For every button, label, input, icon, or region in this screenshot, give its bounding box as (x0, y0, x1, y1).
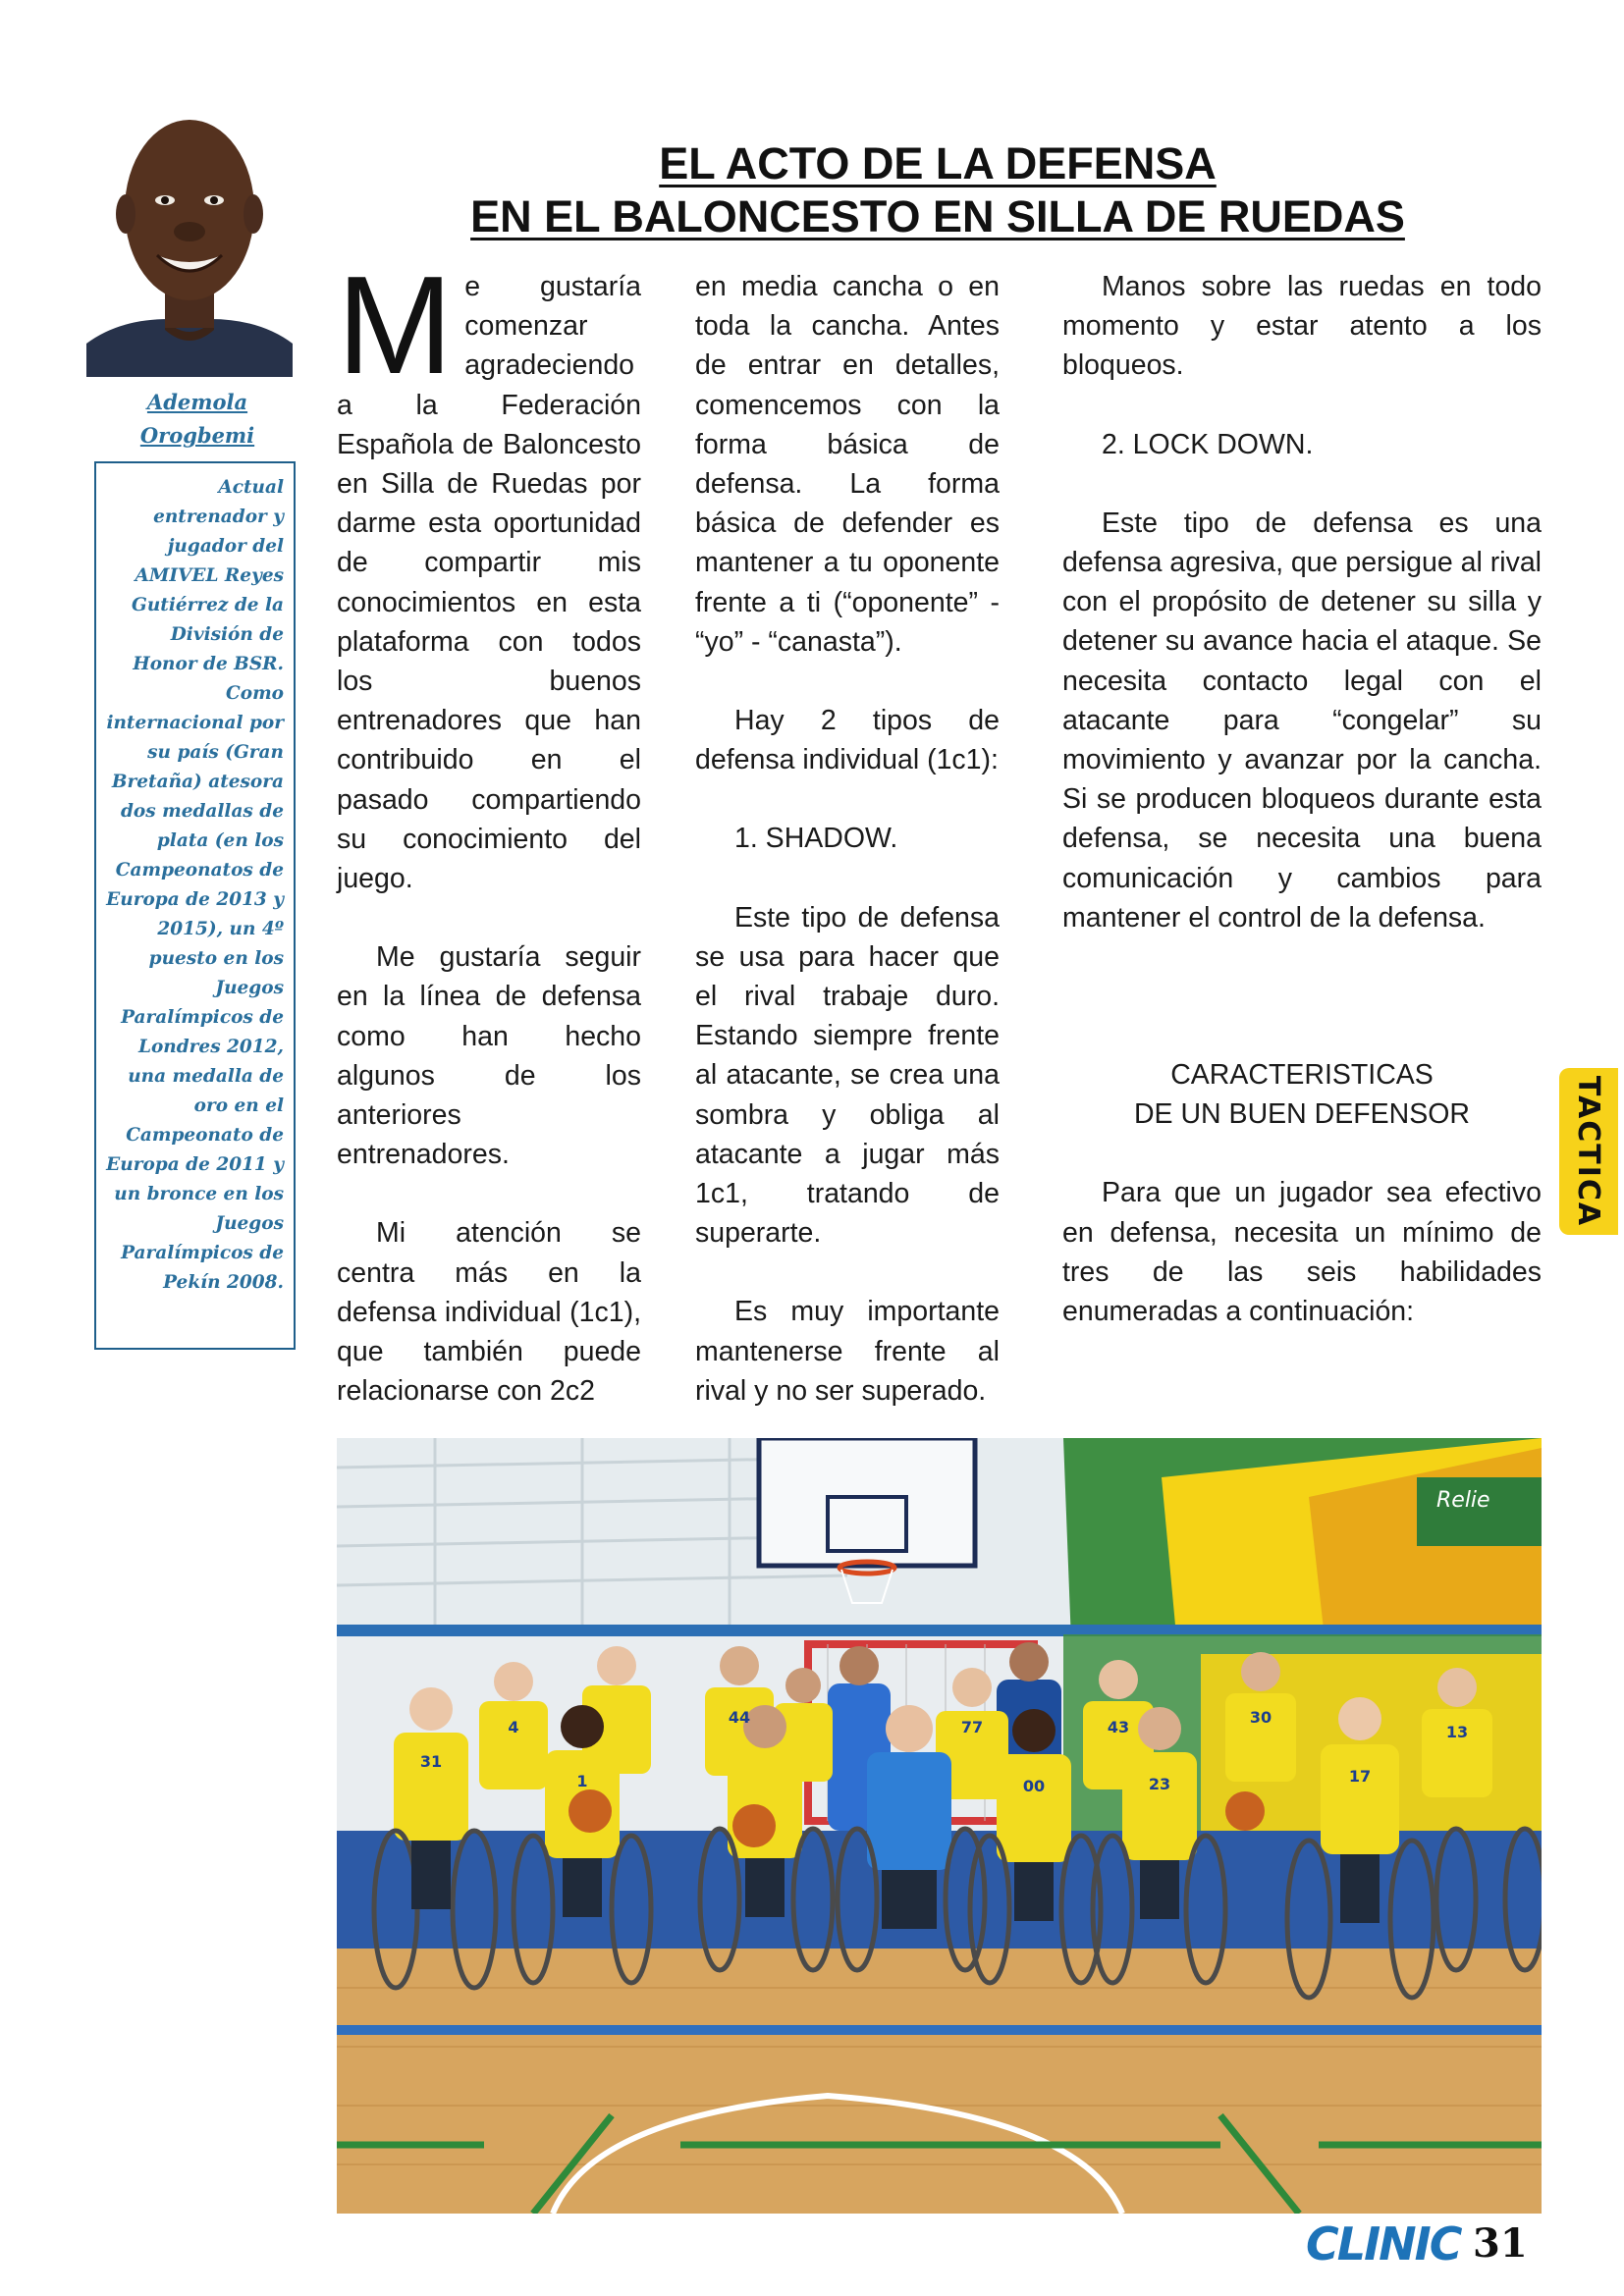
paragraph: en media cancha o en toda la cancha. Antes de entrar en detalles, comencemos con la forma básica de defensa. La forma básica de defender es mantener a tu oponente frente a ti (“oponente” - “yo” - “canasta”). (695, 271, 1000, 658)
author-name-last: Orogbemi (139, 423, 255, 448)
paragraph: Para que un jugador sea efectivo en defensa, necesita un mínimo de tres de las seis habilidades enumeradas a continuación: (1062, 1177, 1542, 1328)
article-title-line1: EL ACTO DE LA DEFENSA (659, 138, 1217, 189)
intro-paragraph (337, 247, 641, 898)
author-portrait (86, 86, 293, 377)
jersey-number: 00 (1022, 1777, 1046, 1795)
drop-cap: M (337, 247, 454, 403)
article-title (412, 137, 1463, 243)
jersey-number: 1 (576, 1772, 588, 1790)
intro-text: e gustaría comenzar agradeciendo a la Federación Española de Baloncesto en Silla de Ruedas por darme esta oportunidad de compartir mis conocimientos en esta plataforma con todos los buenos entrenadores que han contribuido en el pasado compartiendo su conocimiento del juego. (337, 271, 641, 895)
jersey-number: 77 (960, 1718, 984, 1736)
author-name (94, 386, 300, 453)
paragraph: Me gustaría seguir en la línea de defensa como han hecho algunos de los anteriores entrenadores. (337, 941, 641, 1171)
page-number: 31 (1473, 2220, 1528, 2267)
section-subheading (1062, 1055, 1542, 1134)
banner-text: Relie (1436, 1488, 1490, 1513)
jersey-number: 17 (1348, 1767, 1372, 1786)
section-tab-label: TACTICA (1571, 1075, 1606, 1228)
article-column-2 (695, 267, 1000, 1450)
article-title-line2: EN EL BALONCESTO EN SILLA DE RUEDAS (470, 191, 1405, 242)
magazine-logo: CLINIC (1306, 2217, 1461, 2270)
author-bio: Actual entrenador y jugador del AMIVEL Reyes Gutiérrez de la División de Honor de BSR. Como internacional por su país (Gran Bretaña) atesora dos medallas de plata (en los Campeonatos de Europa de 2013 y 2015), un 4º puesto en los Juegos Paralímpicos de Londres 2012, una medalla de oro en el Campeonato de Europa de 2011 y un bronce en los Juegos Paralímpicos de Pekín 2008. (106, 477, 284, 1293)
paragraph: Mi atención se centra más en la defensa individual (1c1), que también puede relacionarse con 2c2 (337, 1217, 641, 1408)
paragraph: Manos sobre las ruedas en todo momento y estar atento a los bloqueos. (1062, 271, 1542, 382)
jersey-number: 43 (1107, 1718, 1130, 1736)
list-item-lock-down: 2. LOCK DOWN. (1102, 428, 1314, 460)
jersey-number: 30 (1249, 1708, 1272, 1727)
subheading-line2: DE UN BUEN DEFENSOR (1133, 1098, 1471, 1131)
jersey-number: 31 (419, 1752, 443, 1771)
paragraph: Es muy importante mantenerse frente al rival y no ser superado. (695, 1296, 1000, 1407)
jersey-number: 44 (728, 1708, 751, 1727)
jersey-number: 23 (1148, 1775, 1171, 1793)
subheading-line1: CARACTERISTICAS (1170, 1059, 1434, 1092)
jersey-number: 13 (1445, 1723, 1469, 1741)
article-column-1 (337, 247, 641, 1450)
article-column-3 (1062, 267, 1542, 1370)
team-photo (337, 1438, 1542, 2214)
author-name-first: Ademola (146, 390, 248, 414)
paragraph: Este tipo de defensa es una defensa agresiva, que persigue al rival con el propósito de detener su silla y detener su avance hacia el ataque. Se necesita contacto legal con el atacante para “congelar” su movimiento y avanzar por la cancha. Si se producen bloqueos durante esta defensa, se necesita una buena comunicación y cambios para mantener el control de la defensa. (1062, 507, 1542, 934)
list-item-shadow: 1. SHADOW. (734, 823, 898, 855)
paragraph: Este tipo de defensa se usa para hacer que el rival trabaje duro. Estando siempre frente al atacante, se crea una sombra y obliga al atacante a jugar más 1c1, tratando de superarte. (695, 901, 1000, 1250)
paragraph: Hay 2 tipos de defensa individual (1c1): (695, 705, 1000, 776)
section-tab (1559, 1068, 1618, 1235)
jersey-number: 4 (508, 1718, 519, 1736)
author-bio-box (94, 461, 296, 1350)
